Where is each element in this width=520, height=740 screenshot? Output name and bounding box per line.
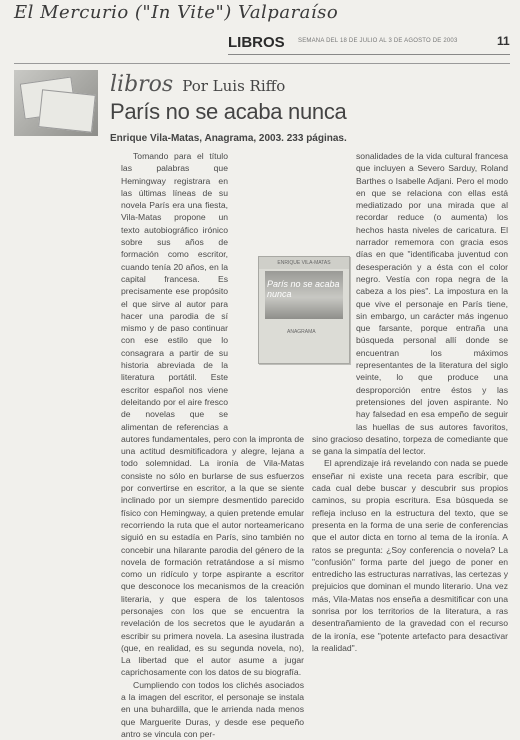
cover-author: ENRIQUE VILA-MATAS (259, 257, 349, 269)
cover-title: París no se acaba nunca (267, 279, 340, 299)
section-label: LIBROS (228, 34, 285, 51)
issue-date: SEMANA DEL 18 DE JULIO AL 3 DE AGOSTO DE 2003 (298, 38, 458, 44)
article-column-2 (312, 150, 508, 653)
paragraph: Cumpliendo con todos los clichés asociados a la imagen del escritor, el personaje se instala en una buhardilla, que le arrienda nada menos que Marguerite Duras, y desde ese pequeño antro se vincula con per- (121, 679, 304, 739)
header-rule (228, 54, 510, 55)
page-number: 11 (497, 34, 510, 48)
book-reference: Enrique Vila-Matas, Anagrama, 2003. 233 páginas. (110, 133, 347, 144)
handwritten-note: El Mercurio ("In Vite") Valparaíso (14, 2, 339, 23)
paragraph: sonalidades de la vida cultural francesa que incluyen a Severo Sarduy, Roland Barthes o Isabelle Adjani. Pero el modo en que se relaciona con ellas está mediatizado por una mirada que al recordar reduce (o aumenta) los hechos hasta niveles de caricatura. El narrador rememora con gracia esos días en que "identificaba juventud con desesperación y a ésta con el color negro. Vestía con ropa negra de la cabeza a los pies". La impostura en la que vive el personaje en París tiene, sin embargo, un carácter más ingenuo que farsante, porque entraña una búsqueda personal allí donde se encuentran los máximos representantes de la literatura del siglo veinte, lo que produce una desproporción entre éstos y las pretensiones del joven aspirante. No hay falsedad en esa empeño de seguir las huellas de sus autores favoritos, sino gracioso desatino, torpeza de comediante que se gana la simpatía del lector. (312, 151, 508, 457)
books-image (14, 70, 98, 136)
kicker-label: libros (110, 72, 174, 97)
article-rule (14, 63, 510, 64)
cover-publisher: ANAGRAMA (287, 329, 316, 335)
article-column-1 (121, 150, 304, 739)
section-kicker (110, 72, 285, 97)
paragraph: Tomando para el título las palabras que Hemingway registrara en las últimas líneas de su novela París era una fiesta, Vila-Matas propone un texto autobiográfico irónico sobre sus años de formación como escritor, cuando tenía 20 años, en la capital francesa. Es precisamente ese propósito el que sirve al autor para hacer una parodia de sí mismo y de paso continuar con ese estilo que lo consagrara a partir de su historia abreviada de la literatura portátil. Este escritor español nos viene deleitando por el aire fresco de novelas que se alimentan de referencias a autores fundamentales, pero con la impronta de una actitud desmitificadora y alegre, lejana a todo solemnidad. La ironía de Vila-Matas consiste no sólo en burlarse de sus esfuerzos por convertirse en escritor, a la que se siente inclinado por un siempre desmentido parecido físico con Hemingway, a quien pretende emular recorriendo la ruta que el autor norteamericano siguió en su estadía en París, sino también no concebir una hilarante parodia del género de la novela de formación retratándose a sí mismo como un ridículo y torpe aspirante a escritor que desconoce los mecanismos de la creación literaria, y que espera de los talentosos personajes con los que se encuentra la revelación de los secretos que le ayudarán a escribir su primera novela. La asesina ilustrada (que, en realidad, es su segunda novela, no), La libertad que el autor asume a jugar caprichosamente con los datos de su biografía. (121, 151, 304, 678)
paragraph: El aprendizaje irá revelando con nada se puede enseñar ni existe una receta para escribir, que cada cual debe buscar y descubrir sus propios caminos, su propia escritura. Esa búsqueda se refleja incluso en la estructura del texto, que se presenta en la forma de una serie de conferencias que el autor dicta en torno al tema de la ironía. A ratos se pregunta: ¿Soy conferencia o novela? La "confusión" forma parte del juego de poner en entredicho las estructuras narrativas, las certezas y prejuicios que dominan el mundo literario. Una vez más, Vila-Matas nos enseña a desmitificar con una sonrisa por los territorios de la literatura, a ras desentrañamiento de la gravedad con el recurso de la ironía, ese "potente artefacto para desactivar la realidad". (312, 458, 508, 653)
article-title: París no se acaba nunca (110, 99, 347, 124)
book-cover-image (258, 256, 350, 364)
byline: Por Luis Riffo (182, 77, 286, 95)
